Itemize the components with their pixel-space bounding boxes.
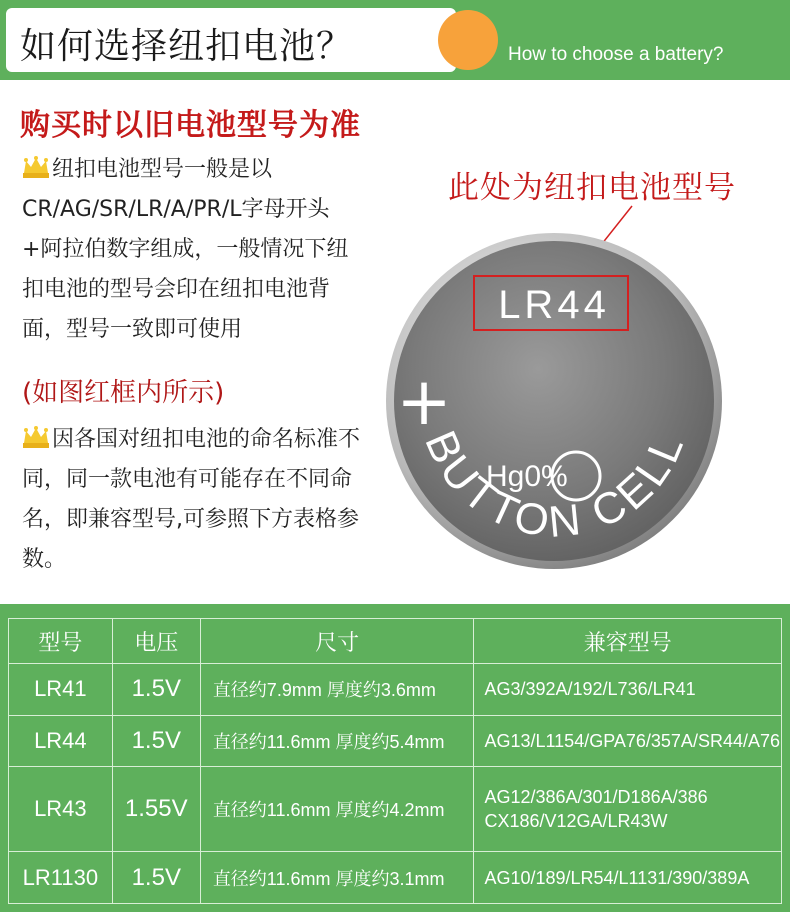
cell-compat: AG3/392A/192/L736/LR41 bbox=[474, 664, 782, 716]
battery-model-text: LR44 bbox=[498, 283, 610, 327]
title-box bbox=[6, 8, 456, 72]
cell-compat: AG12/386A/301/D186A/386 CX186/V12GA/LR43W bbox=[474, 767, 782, 852]
cell-voltage: 1.5V bbox=[112, 715, 200, 767]
battery-spec-table bbox=[8, 618, 782, 904]
page-title: 如何选择纽扣电池？ bbox=[20, 26, 354, 67]
cell-model: LR1130 bbox=[9, 852, 113, 904]
cell-size: 直径约11.6mm 厚度约3.1mm bbox=[200, 852, 474, 904]
table-row bbox=[9, 852, 782, 904]
cell-compat: AG10/189/LR54/L1131/390/389A bbox=[474, 852, 782, 904]
col-header-size: 尺寸 bbox=[200, 619, 474, 664]
crown-icon bbox=[22, 155, 50, 179]
col-header-voltage: 电压 bbox=[112, 619, 200, 664]
model-callout: 此处为纽扣电池型号 bbox=[448, 170, 736, 206]
cell-voltage: 1.55V bbox=[112, 767, 200, 852]
paragraph-2-text: 因各国对纽扣电池的命名标准不同，同一款电池有可能存在不同命名，即兼容型号,可参照下方表格参数。 bbox=[22, 427, 361, 572]
orange-dot-decoration bbox=[438, 10, 498, 70]
header-banner bbox=[0, 0, 790, 80]
table-row bbox=[9, 664, 782, 716]
table-row bbox=[9, 715, 782, 767]
col-header-model: 型号 bbox=[9, 619, 113, 664]
table-header-row bbox=[9, 619, 782, 664]
col-header-compat: 兼容型号 bbox=[474, 619, 782, 664]
cell-voltage: 1.5V bbox=[112, 664, 200, 716]
cell-size: 直径约11.6mm 厚度约5.4mm bbox=[200, 715, 474, 767]
plus-sign: + bbox=[396, 363, 452, 440]
red-frame-note: (如图红框内所示) bbox=[22, 378, 225, 408]
cell-size: 直径约7.9mm 厚度约3.6mm bbox=[200, 664, 474, 716]
button-cell-image bbox=[380, 196, 724, 576]
paragraph-compat bbox=[22, 420, 367, 580]
cell-compat: AG13/L1154/GPA76/357A/SR44/A76 bbox=[474, 715, 782, 767]
table-row bbox=[9, 767, 782, 852]
cell-model: LR41 bbox=[9, 664, 113, 716]
paragraph-model-naming bbox=[22, 150, 367, 350]
hg-label: Hg0% bbox=[486, 460, 568, 493]
cell-voltage: 1.5V bbox=[112, 852, 200, 904]
section-heading: 购买时以旧电池型号为准 bbox=[20, 108, 361, 143]
page-subtitle: How to choose a battery? bbox=[508, 44, 724, 65]
cell-size: 直径约11.6mm 厚度约4.2mm bbox=[200, 767, 474, 852]
spec-table-section bbox=[0, 604, 790, 912]
cell-model: LR44 bbox=[9, 715, 113, 767]
cell-model: LR43 bbox=[9, 767, 113, 852]
ring-text: BUTTON CELL bbox=[415, 424, 695, 548]
paragraph-1-text: 纽扣电池型号一般是以CR/AG/SR/LR/A/PR/L字母开头+阿拉伯数字组成，一般情况下纽扣电池的型号会印在纽扣电池背面，型号一致即可使用 bbox=[22, 157, 349, 342]
crown-icon bbox=[22, 425, 50, 449]
